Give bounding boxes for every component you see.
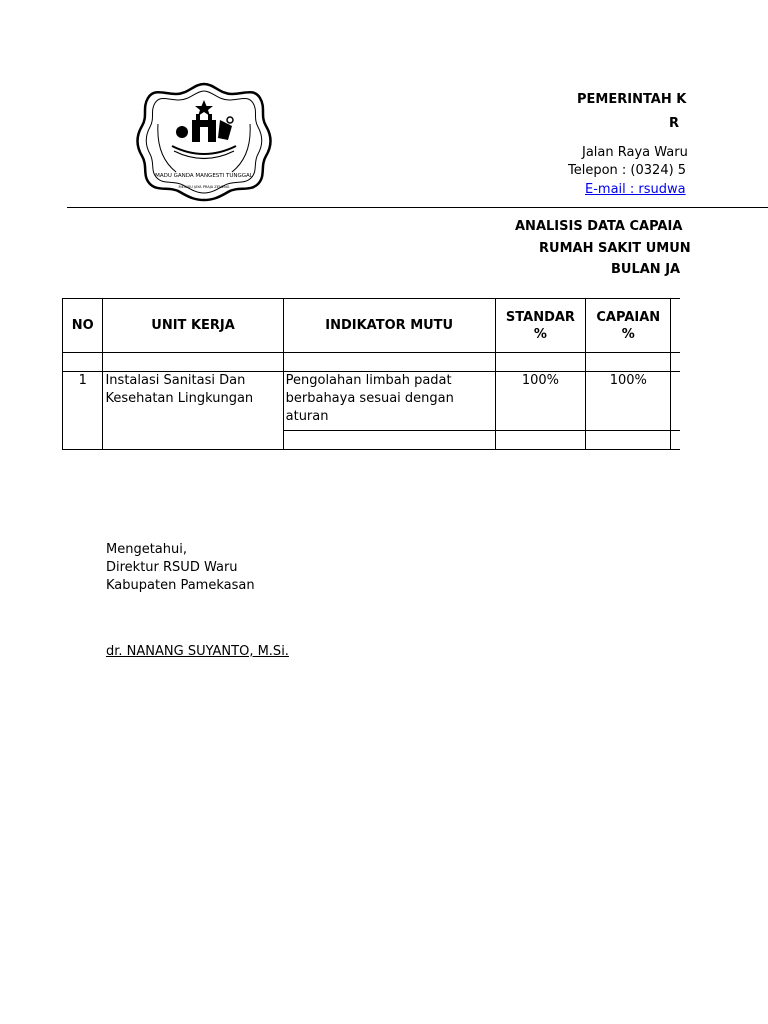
crest-motto-small-text: MENUJU JAYA PRAJA ZENENG <box>178 185 230 189</box>
table-row <box>63 372 768 431</box>
signature-director: Direktur RSUD Waru <box>106 560 238 575</box>
header-capaian-label: CAPAIAN <box>596 309 661 325</box>
header-capaian-unit: % <box>621 326 635 342</box>
header-unit-kerja: UNIT KERJA <box>103 299 283 353</box>
letterhead-hospital: R <box>669 116 680 131</box>
header-standar-label: STANDAR <box>505 309 575 325</box>
header-indikator-mutu: INDIKATOR MUTU <box>283 299 495 353</box>
table-header-row <box>63 299 768 353</box>
cell-indikator-line-1: Pengolahan limbah padat <box>285 373 452 388</box>
letterhead-email-link[interactable]: E-mail : rsudwa <box>585 182 686 197</box>
quality-indicator-table <box>62 298 768 450</box>
header-standar-unit: % <box>533 326 547 342</box>
cell-unit-line-1: Instalasi Sanitasi Dan <box>105 373 246 388</box>
report-title-2: RUMAH SAKIT UMUN <box>539 241 691 256</box>
table-spacer-row <box>63 353 768 372</box>
header-no: NO <box>63 299 103 353</box>
signature-acknowledged: Mengetahui, <box>106 542 187 557</box>
regency-crest-logo <box>136 80 272 202</box>
cell-indikator <box>283 372 495 431</box>
letterhead-divider <box>67 207 768 208</box>
letterhead-government: PEMERINTAH K <box>577 92 687 107</box>
crest-motto-text: MADU GANDA MANGESTI TUNGGAL <box>155 173 253 179</box>
cell-unit-kerja <box>103 372 283 450</box>
cell-no: 1 <box>63 372 103 450</box>
cell-unit-line-2: Kesehatan Lingkungan <box>105 391 254 406</box>
cell-capaian: 100% <box>586 372 671 431</box>
letterhead-address: Jalan Raya Waru <box>582 145 688 160</box>
header-capaian <box>586 299 671 353</box>
cell-standar: 100% <box>495 372 585 431</box>
letterhead-phone: Telepon : (0324) 5 <box>568 163 687 178</box>
page-clip-edge <box>680 290 768 460</box>
report-title-1: ANALISIS DATA CAPAIA <box>515 219 683 234</box>
cell-indikator-line-2: berbahaya sesuai dengan aturan <box>285 391 454 424</box>
signature-regency: Kabupaten Pamekasan <box>106 578 255 593</box>
header-standar <box>495 299 585 353</box>
signature-name: dr. NANANG SUYANTO, M.Si. <box>106 644 289 659</box>
report-title-3: BULAN JA <box>611 262 681 277</box>
